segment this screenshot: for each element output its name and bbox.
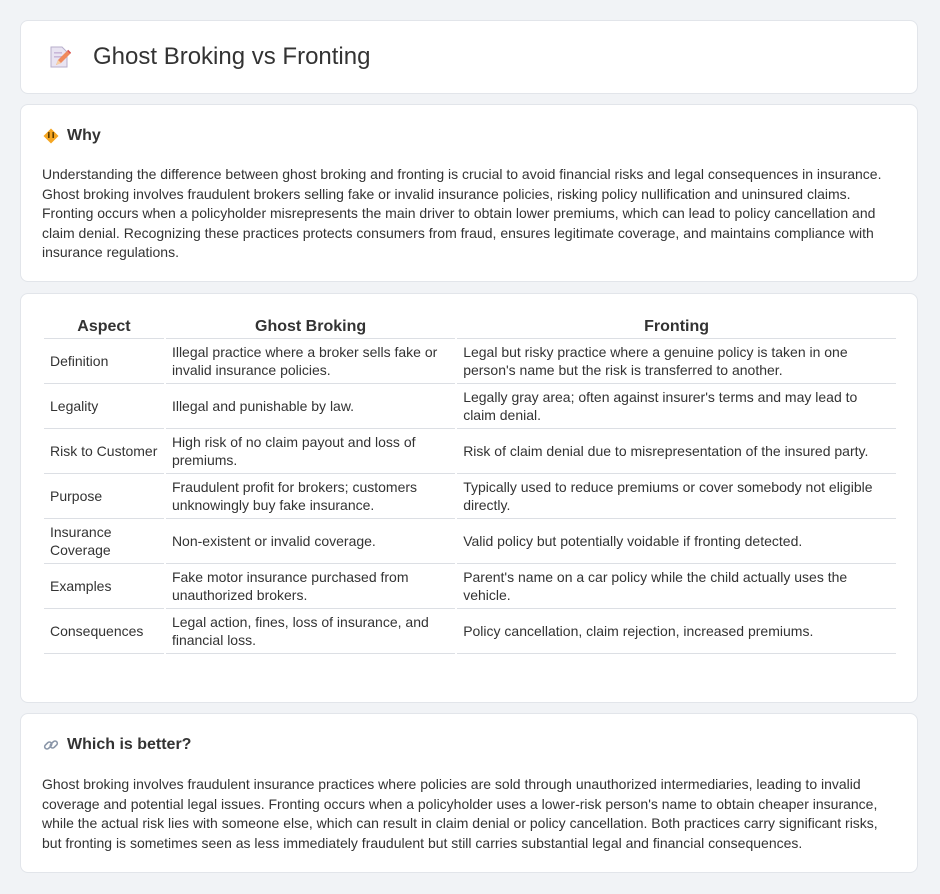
aspect-cell: Examples (44, 564, 164, 609)
fronting-cell: Policy cancellation, claim rejection, increased premiums. (457, 609, 896, 654)
why-title: Why (67, 127, 101, 144)
header-fronting: Fronting (457, 317, 896, 339)
ghost-broking-cell: Illegal practice where a broker sells fake or invalid insurance policies. (166, 339, 455, 384)
fronting-cell: Valid policy but potentially voidable if fronting detected. (457, 519, 896, 564)
aspect-cell: Legality (44, 384, 164, 429)
aspect-cell: Definition (44, 339, 164, 384)
title-row (47, 43, 370, 71)
title-card (20, 20, 918, 94)
ghost-broking-cell: Legal action, fines, loss of insurance, and financial loss. (166, 609, 455, 654)
which-is-better-section (20, 713, 918, 873)
comparison-table (42, 317, 898, 654)
aspect-cell: Risk to Customer (44, 429, 164, 474)
ghost-broking-cell: Non-existent or invalid coverage. (166, 519, 455, 564)
better-heading (43, 736, 191, 754)
ghost-broking-cell: Illegal and punishable by law. (166, 384, 455, 429)
fronting-cell: Legal but risky practice where a genuine policy is taken in one person's name but the risk is transferred to another. (457, 339, 896, 384)
aspect-cell: Consequences (44, 609, 164, 654)
table-row (44, 339, 896, 384)
table-row (44, 609, 896, 654)
aspect-cell: Purpose (44, 474, 164, 519)
table-header-row (44, 317, 896, 339)
ghost-broking-cell: Fraudulent profit for brokers; customers unknowingly buy fake insurance. (166, 474, 455, 519)
document-pencil-icon (47, 45, 71, 69)
fronting-cell: Typically used to reduce premiums or cover somebody not eligible directly. (457, 474, 896, 519)
link-icon (43, 737, 59, 753)
header-aspect: Aspect (44, 317, 164, 339)
comparison-section (20, 293, 918, 703)
why-body: Understanding the difference between ghost broking and fronting is crucial to avoid financial risks and legal consequences in insurance. Ghost broking involves fraudulent brokers selling fake or invalid insurance policies, risking policy nullification and uninsured claims. Fronting occurs when a policyholder misrepresents the main driver to obtain lower premiums, which can lead to policy cancellation and claim denial. Recognizing these practices protects consumers from fraud, ensures legitimate coverage, and maintains compliance with insurance regulations. (42, 166, 882, 260)
better-body: Ghost broking involves fraudulent insurance practices where policies are sold through unauthorized intermediaries, leading to invalid coverage and potential legal issues. Fronting occurs when a policyholder uses a lower-risk person's name to obtain cheaper insurance, while the actual risk lies with someone else, which can result in claim denial or policy cancellation. Both practices carry significant risks, but fronting is sometimes seen as less immediately fraudulent but still carries substantial legal and financial consequences. (42, 776, 878, 851)
table-row (44, 474, 896, 519)
ghost-broking-cell: High risk of no claim payout and loss of premiums. (166, 429, 455, 474)
table-row (44, 429, 896, 474)
why-heading (43, 127, 101, 145)
header-ghost-broking: Ghost Broking (166, 317, 455, 339)
aspect-cell: Insurance Coverage (44, 519, 164, 564)
table-row (44, 384, 896, 429)
table-row (44, 519, 896, 564)
page-title: Ghost Broking vs Fronting (93, 43, 371, 70)
fronting-cell: Risk of claim denial due to misrepresentation of the insured party. (457, 429, 896, 474)
table-row (44, 564, 896, 609)
ghost-broking-cell: Fake motor insurance purchased from unauthorized brokers. (166, 564, 455, 609)
fronting-cell: Legally gray area; often against insurer's terms and may lead to claim denial. (457, 384, 896, 429)
fronting-cell: Parent's name on a car policy while the child actually uses the vehicle. (457, 564, 896, 609)
diamond-sign-icon (43, 128, 59, 144)
better-title: Which is better? (67, 736, 192, 753)
why-section (20, 104, 918, 282)
